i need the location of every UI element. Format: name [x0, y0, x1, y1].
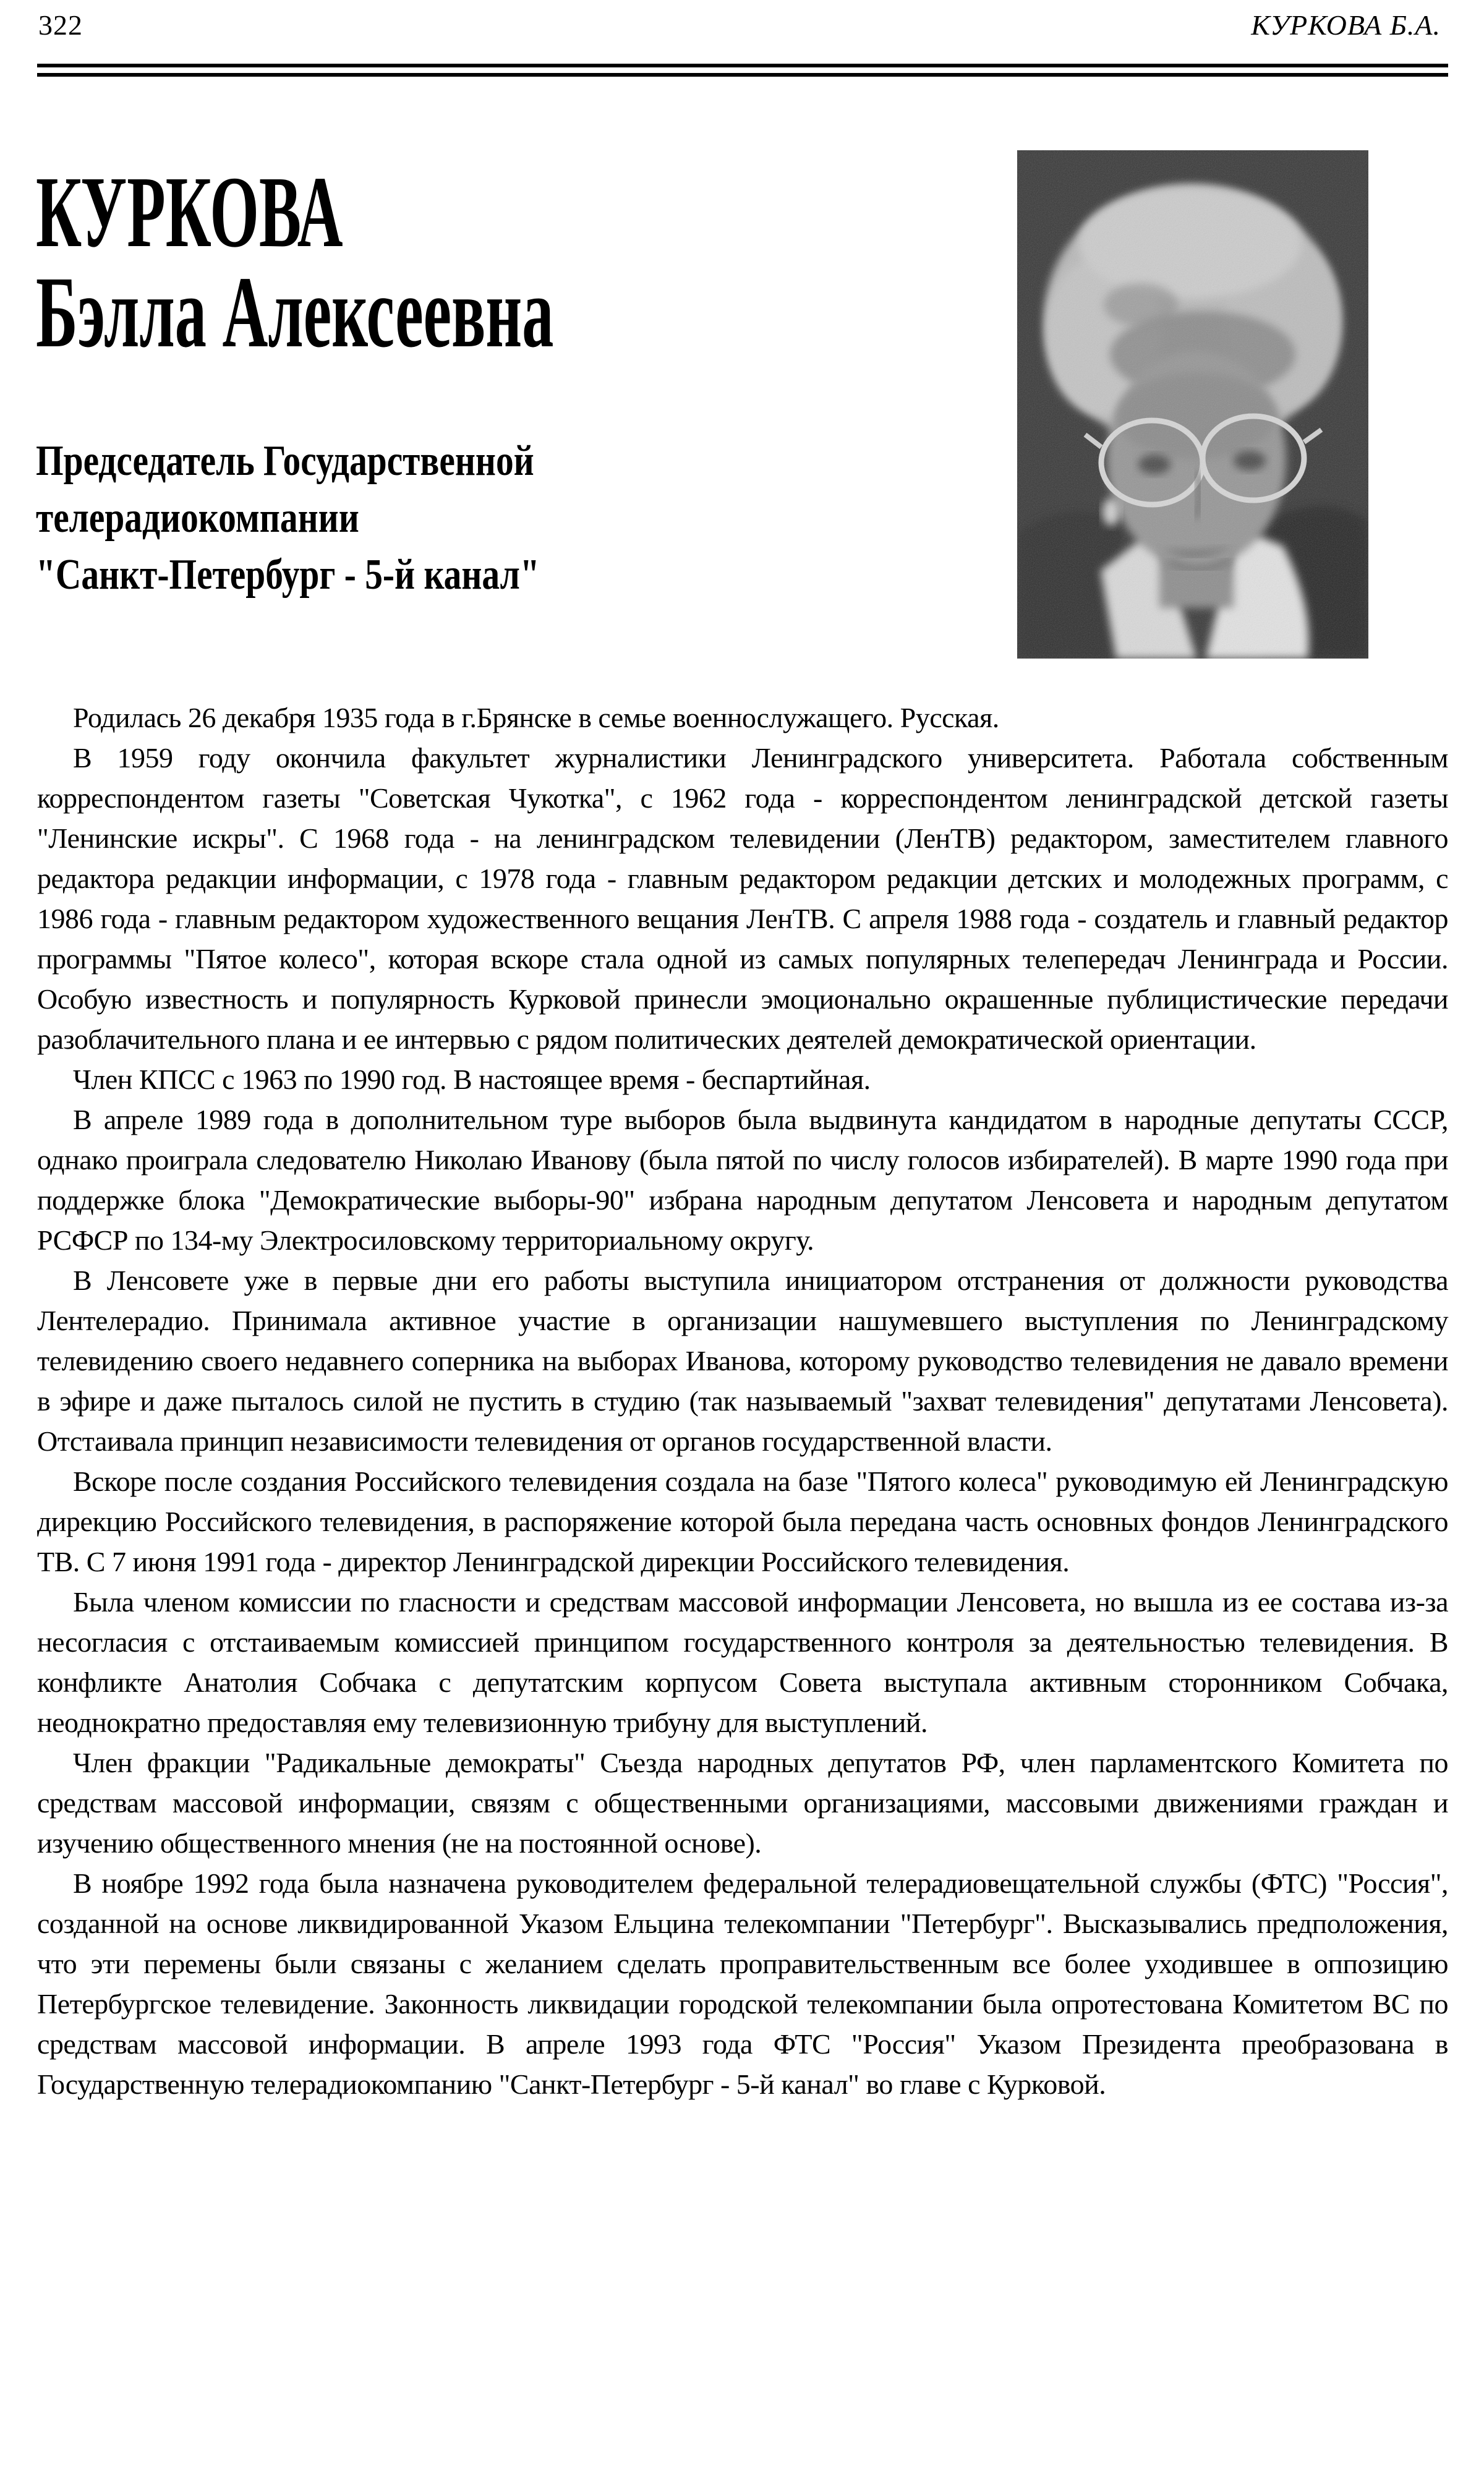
- biography-paragraph: Родилась 26 декабря 1935 года в г.Брянске в семье военнослужащего. Русская.: [73, 702, 999, 733]
- biography-paragraph: В апреле 1989 года в дополнительном туре выборов была выдвинута кандидатом в народные депутаты СССР, однако проиграла следователю Николаю Иванову (была пятой по числу голосов избирателей). В марте 1990 года при поддержке блока "Демократические выборы-90" избрана народным депутатом Ленсовета и народным депутатом РСФСР по 134-му Электросиловскому территориальному округу.: [37, 1104, 1448, 1256]
- person-given-names: Бэлла Алексеевна: [36, 255, 554, 369]
- running-head: КУРКОВА Б.А.: [1251, 9, 1441, 41]
- position-line: Председатель Государственной: [36, 437, 534, 485]
- person-position: [36, 433, 540, 604]
- biography-paragraph: Член КПСС с 1963 по 1990 год. В настоящее время - беспартийная.: [73, 1064, 871, 1095]
- biography-paragraph: В 1959 году окончила факультет журналистики Ленинградского университета. Работала собственным корреспондентом газеты "Советская Чукотка", с 1962 года - корреспондентом ленинградской детской газеты "Ленинские искры". С 1968 года - на ленинградском телевидении (ЛенТВ) редактором, заместителем главного редактора редакции информации, с 1978 года - главным редактором редакции детских и молодежных программ, с 1986 года - главным редактором художественного вещания ЛенТВ. С апреля 1988 года - создатель и главный редактор программы "Пятое колесо", которая вскоре стала одной из самых популярных телепередач Ленинграда и России. Особую известность и популярность Курковой принесли эмоционально окрашенные публицистические передачи разоблачительного плана и ее интервью с рядом политических деятелей демократической ориентации.: [37, 742, 1448, 1055]
- position-line: телерадиокомпании: [36, 494, 359, 542]
- biography-paragraph: В Ленсовете уже в первые дни его работы выступила инициатором отстранения от должности руководства Лентелерадио. Принимала активное участие в организации нашумевшего выступления по Ленинградскому телевидению своего недавнего соперника на выборах Иванова, которому руководство телевидения не давало времени в эфире и даже пыталось силой не пустить в студию (так называемый "захват телевидения" депутатами Ленсовета). Отстаивала принцип независимости телевидения от органов государственной власти.: [37, 1265, 1448, 1457]
- biography-paragraph: В ноябре 1992 года была назначена руководителем федеральной телерадиовещательной службы (ФТС) "Россия", созданной на основе ликвидированной Указом Ельцина телекомпании "Петербург". Высказывались предположения, что эти перемены были связаны с желанием сделать проправительственным все более уходившее в оппозицию Петербургское телевидение. Законность ликвидации городской телекомпании была опротестована Комитетом ВС по средствам массовой информации. В апреле 1993 года ФТС "Россия" Указом Президента преобразована в Государственную телерадиокомпанию "Санкт-Петербург - 5-й канал" во главе с Курковой.: [37, 1867, 1448, 2100]
- portrait-photo: [1017, 150, 1368, 659]
- page-number: 322: [38, 9, 83, 41]
- page-title: [36, 155, 554, 369]
- biography-paragraph: Была членом комиссии по гласности и средствам массовой информации Ленсовета, но вышла из ее состава из-за несогласия с отстаиваемым комиссией принципом государственного контроля за деятельностью телевидения. В конфликте Анатолия Собчака с депутатским корпусом Совета выступала активным сторонником Собчака, неоднократно предоставляя ему телевизионную трибуну для выступлений.: [37, 1586, 1448, 1738]
- position-line: "Санкт-Петербург - 5-й канал": [36, 551, 540, 599]
- header-divider: [37, 64, 1448, 77]
- person-surname: КУРКОВА: [36, 155, 343, 268]
- biography-paragraph: Член фракции "Радикальные демократы" Съезда народных депутатов РФ, член парламентского Комитета по средствам массовой информации, связям с общественными организациями, массовыми движениями граждан и изучению общественного мнения (не на постоянной основе).: [37, 1747, 1448, 1859]
- biography-paragraph: Вскоре после создания Российского телевидения создала на базе "Пятого колеса" руководимую ей Ленинградскую дирекцию Российского телевидения, в распоряжение которой была передана часть основных фондов Ленинградского ТВ. С 7 июня 1991 года - директор Ленинградской дирекции Российского телевидения.: [37, 1466, 1448, 1577]
- biography: [37, 698, 1448, 2104]
- portrait-photo-image: [1017, 150, 1368, 659]
